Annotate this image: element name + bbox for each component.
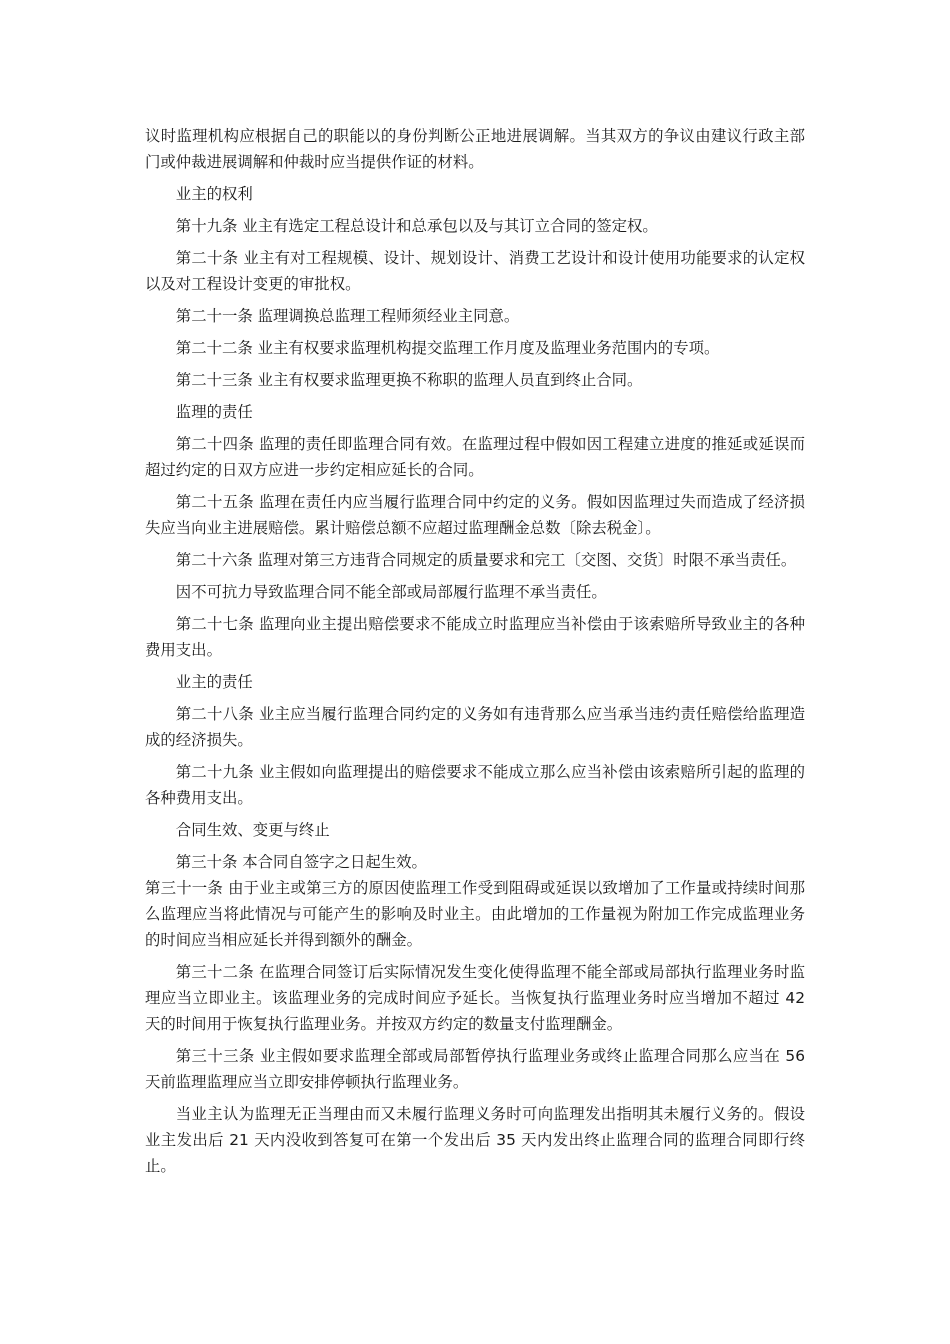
paragraph: 第十九条 业主有选定工程总设计和总承包以及与其订立合同的签定权。 (175, 217, 658, 235)
paragraph: 第三十一条 由于业主或第三方的原因使监理工作受到阻碍或延误以致增加了工作量或持续时间那么监理应当将此情况与可能产生的影响及时业主。由此增加的工作量视为附加工作完成监理业务的时间应当相应延长并得到额外的酬金。 (145, 879, 805, 949)
paragraph: 第三十三条 业主假如要求监理全部或局部暂停执行监理业务或终止监理合同那么应当在 56 天前监理监理应当立即安排停顿执行监理业务。 (145, 1047, 805, 1091)
paragraph: 第二十三条 业主有权要求监理更换不称职的监理人员直到终止合同。 (175, 371, 643, 389)
paragraph: 第三十条 本合同自签字之日起生效。 (175, 853, 427, 871)
section-heading: 合同生效、变更与终止 (175, 821, 330, 839)
paragraph: 第二十一条 监理调换总监理工程师须经业主同意。 (175, 307, 520, 325)
paragraph: 因不可抗力导致监理合同不能全部或局部履行监理不承当责任。 (175, 583, 607, 601)
paragraph: 第二十四条 监理的责任即监理合同有效。在监理过程中假如因工程建立进度的推延或延误而超过约定的日双方应进一步约定相应延长的合同。 (145, 435, 805, 479)
paragraph: 议时监理机构应根据自己的职能以的身份判断公正地进展调解。当其双方的争议由建议行政主部门或仲裁进展调解和仲裁时应当提供作证的材料。 (145, 127, 805, 171)
paragraph: 第二十九条 业主假如向监理提出的赔偿要求不能成立那么应当补偿由该索赔所引起的监理的各种费用支出。 (145, 763, 805, 807)
paragraph: 第三十二条 在监理合同签订后实际情况发生变化使得监理不能全部或局部执行监理业务时监理应当立即业主。该监理业务的完成时间应予延长。当恢复执行监理业务时应当增加不超过 42 天的时间用于恢复执行监理业务。并按双方约定的数量支付监理酬金。 (145, 963, 805, 1033)
paragraph: 第二十五条 监理在责任内应当履行监理合同中约定的义务。假如因监理过失而造成了经济损失应当向业主进展赔偿。累计赔偿总额不应超过监理酬金总数〔除去税金〕。 (145, 493, 805, 537)
paragraph: 第二十条 业主有对工程规模、设计、规划设计、消费工艺设计和设计使用功能要求的认定权以及对工程设计变更的审批权。 (145, 249, 805, 293)
document-body (145, 123, 805, 1185)
section-heading: 业主的责任 (175, 673, 253, 691)
paragraph: 第二十七条 监理向业主提出赔偿要求不能成立时监理应当补偿由于该索赔所导致业主的各种费用支出。 (145, 615, 805, 659)
paragraph: 当业主认为监理无正当理由而又未履行监理义务时可向监理发出指明其未履行义务的。假设业主发出后 21 天内没收到答复可在第一个发出后 35 天内发出终止监理合同的监理合同即行终止。 (145, 1105, 805, 1175)
paragraph: 第二十八条 业主应当履行监理合同约定的义务如有违背那么应当承当违约责任赔偿给监理造成的经济损失。 (145, 705, 805, 749)
section-heading: 业主的权利 (175, 185, 253, 203)
section-heading: 监理的责任 (175, 403, 253, 421)
paragraph: 第二十二条 业主有权要求监理机构提交监理工作月度及监理业务范围内的专项。 (175, 339, 720, 357)
paragraph: 第二十六条 监理对第三方违背合同规定的质量要求和完工〔交图、交货〕时限不承当责任。 (175, 551, 797, 569)
